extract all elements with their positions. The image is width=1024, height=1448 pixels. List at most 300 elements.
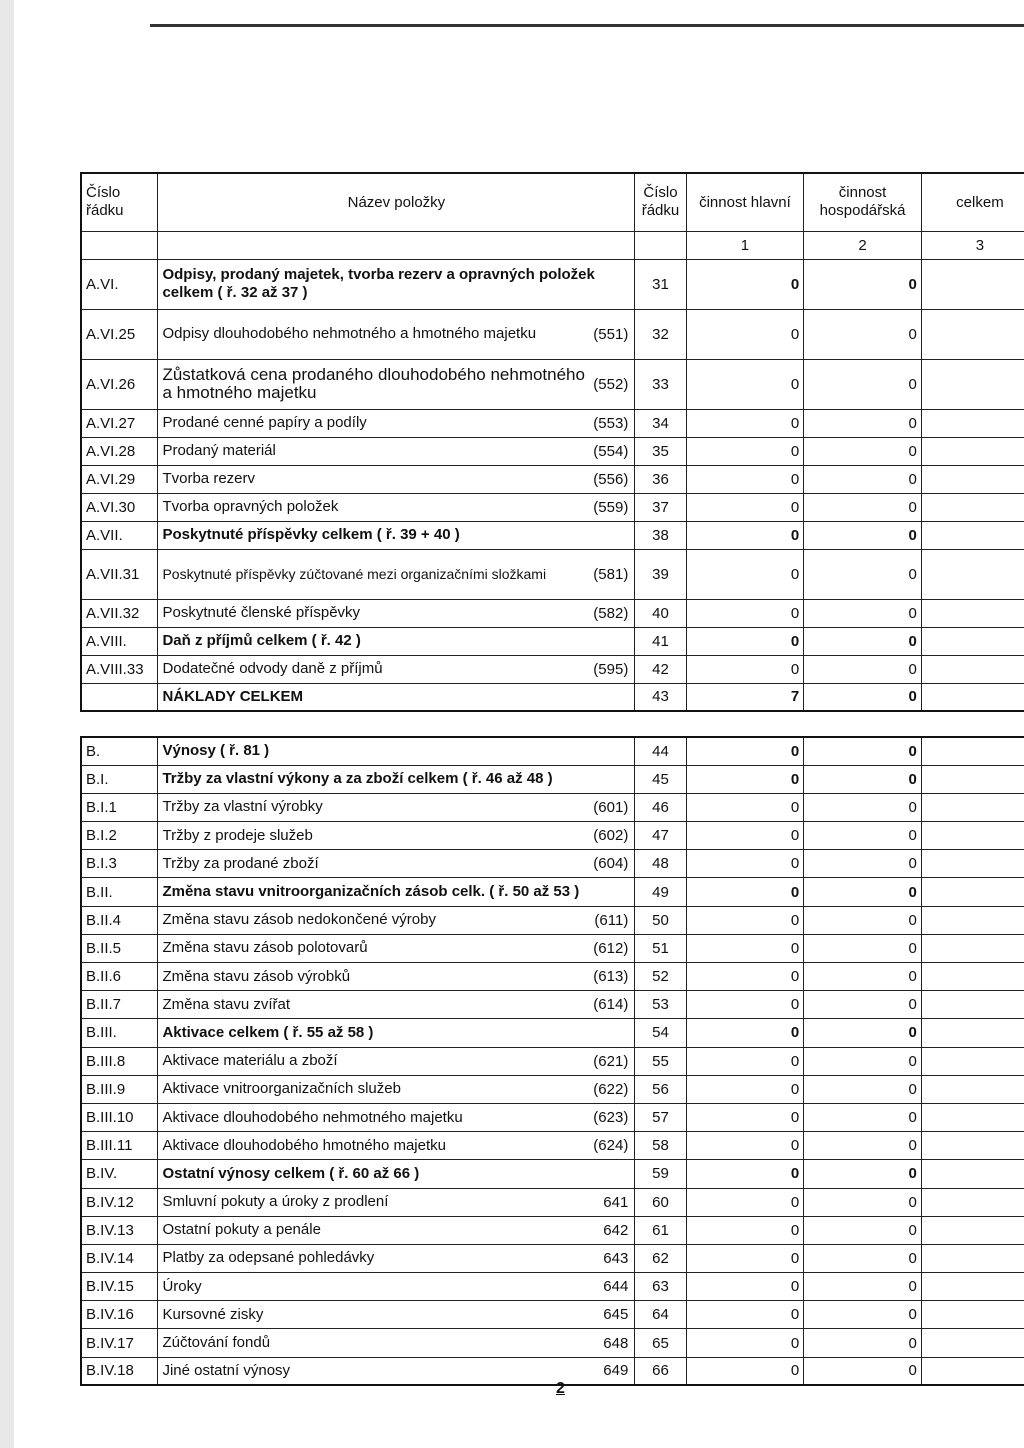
row-name	[158, 465, 635, 493]
row-account: (595)	[593, 660, 629, 678]
table-row	[81, 1103, 1024, 1131]
row-name	[158, 1244, 635, 1272]
row-value-total	[921, 465, 1024, 493]
row-number: 39	[635, 549, 686, 599]
header-main: činnost hlavní	[686, 173, 804, 231]
row-name	[158, 259, 635, 309]
row-name	[158, 906, 635, 934]
row-code: A.VIII.	[81, 627, 158, 655]
row-value-v2: 0	[804, 521, 922, 549]
row-label: Poskytnuté příspěvky celkem ( ř. 39 + 40 )	[162, 526, 460, 543]
row-value-v2: 0	[804, 1132, 922, 1160]
table-row	[81, 309, 1024, 359]
row-code: B.I.1	[81, 793, 158, 821]
table-row	[81, 549, 1024, 599]
row-code: A.VIII.33	[81, 655, 158, 683]
row-value-v1: 0	[686, 1132, 804, 1160]
table-row	[81, 1019, 1024, 1047]
row-value-total	[921, 683, 1024, 711]
row-code: B.III.	[81, 1019, 158, 1047]
row-value-v2: 0	[804, 409, 922, 437]
row-value-total	[921, 599, 1024, 627]
row-value-v1: 0	[686, 1357, 804, 1385]
row-label: Úroky	[162, 1277, 202, 1295]
row-value-v2: 0	[804, 1273, 922, 1301]
row-value-v2: 0	[804, 822, 922, 850]
table-row	[81, 359, 1024, 409]
row-value-total	[921, 1047, 1024, 1075]
row-name	[158, 1132, 635, 1160]
row-value-total	[921, 1160, 1024, 1188]
row-name	[158, 1301, 635, 1329]
row-number: 51	[635, 934, 686, 962]
row-value-total	[921, 627, 1024, 655]
row-account: (559)	[593, 498, 629, 516]
row-account: (611)	[594, 911, 629, 929]
row-label: Smluvní pokuty a úroky z prodlení	[162, 1193, 389, 1211]
row-value-v1: 0	[686, 963, 804, 991]
row-account: 641	[603, 1193, 629, 1211]
row-label: Poskytnuté příspěvky zúčtované mezi organizačními složkami	[162, 566, 547, 582]
row-label: Jiné ostatní výnosy	[162, 1361, 291, 1379]
row-code: B.I.3	[81, 850, 158, 878]
table-row	[81, 1329, 1024, 1357]
row-value-v2: 0	[804, 683, 922, 711]
table-row	[81, 655, 1024, 683]
row-value-v2: 0	[804, 878, 922, 906]
scan-edge	[0, 0, 14, 1448]
row-account: (552)	[593, 375, 629, 393]
subheader-econ: 2	[804, 231, 922, 259]
row-label: Změna stavu zásob výrobků	[162, 967, 351, 985]
row-number: 52	[635, 963, 686, 991]
row-account: (601)	[593, 798, 629, 816]
row-value-total	[921, 521, 1024, 549]
row-value-v2: 0	[804, 906, 922, 934]
header-total: celkem	[921, 173, 1024, 231]
costs-table	[80, 172, 1024, 712]
row-value-total	[921, 549, 1024, 599]
row-value-v1: 0	[686, 1103, 804, 1131]
row-value-v1: 0	[686, 878, 804, 906]
table-row	[81, 737, 1024, 765]
row-code: B.IV.15	[81, 1273, 158, 1301]
row-account: 648	[603, 1334, 629, 1352]
row-value-v1: 0	[686, 1188, 804, 1216]
table-row	[81, 1301, 1024, 1329]
row-number: 32	[635, 309, 686, 359]
row-value-v1: 0	[686, 793, 804, 821]
row-name	[158, 1160, 635, 1188]
row-name	[158, 878, 635, 906]
row-code: A.VI.26	[81, 359, 158, 409]
row-value-v2: 0	[804, 359, 922, 409]
row-account: 644	[603, 1278, 629, 1296]
row-value-v2: 0	[804, 1160, 922, 1188]
row-value-v2: 0	[804, 1103, 922, 1131]
row-label: Aktivace celkem ( ř. 55 až 58 )	[162, 1023, 374, 1041]
row-value-total	[921, 1273, 1024, 1301]
row-value-total	[921, 1301, 1024, 1329]
row-value-total	[921, 1329, 1024, 1357]
row-label: Tržby za prodané zboží	[162, 854, 319, 872]
row-value-v1: 0	[686, 437, 804, 465]
row-label: Odpisy, prodaný majetek, tvorba rezerv a opravných položek celkem ( ř. 32 až 37 )	[162, 266, 595, 301]
row-value-v1: 0	[686, 1329, 804, 1357]
row-account: (623)	[593, 1109, 629, 1127]
row-account: (612)	[593, 939, 629, 957]
row-account: (554)	[593, 442, 629, 460]
row-label: Změna stavu zvířat	[162, 995, 291, 1013]
row-value-total	[921, 1132, 1024, 1160]
row-value-total	[921, 493, 1024, 521]
row-name	[158, 1075, 635, 1103]
row-label: NÁKLADY CELKEM	[162, 687, 304, 705]
row-name	[158, 765, 635, 793]
row-value-v1: 0	[686, 1160, 804, 1188]
row-value-v1: 0	[686, 599, 804, 627]
row-value-v1: 0	[686, 549, 804, 599]
row-code: B.III.11	[81, 1132, 158, 1160]
header-row	[81, 173, 1024, 231]
row-number: 58	[635, 1132, 686, 1160]
table-row	[81, 906, 1024, 934]
row-account: (614)	[593, 996, 629, 1014]
row-account: (602)	[593, 827, 629, 845]
row-value-total	[921, 737, 1024, 765]
row-value-total	[921, 1357, 1024, 1385]
row-name	[158, 655, 635, 683]
row-value-v2: 0	[804, 259, 922, 309]
row-label: Tvorba rezerv	[162, 470, 255, 487]
row-value-v1: 0	[686, 765, 804, 793]
row-name	[158, 991, 635, 1019]
row-account: (551)	[593, 325, 629, 343]
row-value-total	[921, 409, 1024, 437]
table-row	[81, 878, 1024, 906]
row-label: Aktivace materiálu a zboží	[162, 1052, 338, 1070]
row-number: 37	[635, 493, 686, 521]
row-number: 47	[635, 822, 686, 850]
row-value-v2: 0	[804, 465, 922, 493]
subheader-main: 1	[686, 231, 804, 259]
row-value-total	[921, 822, 1024, 850]
row-number: 56	[635, 1075, 686, 1103]
row-name	[158, 1019, 635, 1047]
row-value-total	[921, 1188, 1024, 1216]
row-value-total	[921, 1019, 1024, 1047]
row-value-v1: 0	[686, 259, 804, 309]
row-value-v1: 0	[686, 655, 804, 683]
row-number: 53	[635, 991, 686, 1019]
row-number: 54	[635, 1019, 686, 1047]
row-value-total	[921, 359, 1024, 409]
row-account: 645	[603, 1306, 629, 1324]
table-row	[81, 934, 1024, 962]
row-value-v1: 0	[686, 409, 804, 437]
row-account: (622)	[593, 1080, 629, 1098]
row-name	[158, 521, 635, 549]
row-value-total	[921, 878, 1024, 906]
row-number: 33	[635, 359, 686, 409]
row-value-v1: 0	[686, 822, 804, 850]
row-value-v2: 0	[804, 934, 922, 962]
subheader-total: 3	[921, 231, 1024, 259]
row-code	[81, 683, 158, 711]
row-number: 44	[635, 737, 686, 765]
table-row	[81, 409, 1024, 437]
row-value-v2: 0	[804, 793, 922, 821]
row-label: Kursovné zisky	[162, 1305, 264, 1323]
row-value-v1: 0	[686, 627, 804, 655]
row-label: Tržby za vlastní výrobky	[162, 798, 323, 816]
row-value-v1: 0	[686, 465, 804, 493]
row-label: Poskytnuté členské příspěvky	[162, 604, 361, 621]
table-row	[81, 259, 1024, 309]
table-row	[81, 493, 1024, 521]
row-name	[158, 1329, 635, 1357]
row-name	[158, 822, 635, 850]
row-number: 41	[635, 627, 686, 655]
table-row	[81, 1188, 1024, 1216]
row-name	[158, 599, 635, 627]
row-code: B.IV.12	[81, 1188, 158, 1216]
row-number: 65	[635, 1329, 686, 1357]
row-code: B.IV.14	[81, 1244, 158, 1272]
table-row	[81, 1244, 1024, 1272]
row-number: 60	[635, 1188, 686, 1216]
row-value-v2: 0	[804, 1244, 922, 1272]
row-code: B.IV.16	[81, 1301, 158, 1329]
header-code: Číslo řádku	[81, 173, 158, 231]
table-row	[81, 963, 1024, 991]
row-code: B.I.2	[81, 822, 158, 850]
row-code: B.I.	[81, 765, 158, 793]
row-name	[158, 793, 635, 821]
row-number: 40	[635, 599, 686, 627]
row-name	[158, 737, 635, 765]
table-row	[81, 991, 1024, 1019]
row-label: Aktivace vnitroorganizačních služeb	[162, 1080, 401, 1098]
row-account: 649	[603, 1362, 629, 1380]
row-number: 48	[635, 850, 686, 878]
row-label: Změna stavu zásob polotovarů	[162, 939, 368, 957]
row-value-v1: 0	[686, 1216, 804, 1244]
row-label: Odpisy dlouhodobého nehmotného a hmotného majetku	[162, 325, 537, 342]
row-code: B.III.8	[81, 1047, 158, 1075]
row-code: A.VI.27	[81, 409, 158, 437]
row-value-v1: 0	[686, 737, 804, 765]
row-value-v2: 0	[804, 765, 922, 793]
row-code: A.VI.28	[81, 437, 158, 465]
row-code: B.II.4	[81, 906, 158, 934]
row-value-v2: 0	[804, 309, 922, 359]
row-account: (621)	[593, 1052, 629, 1070]
row-value-v1: 0	[686, 309, 804, 359]
row-value-total	[921, 437, 1024, 465]
row-code: A.VI.29	[81, 465, 158, 493]
row-code: B.	[81, 737, 158, 765]
row-number: 34	[635, 409, 686, 437]
row-value-v1: 0	[686, 934, 804, 962]
row-label: Tvorba opravných položek	[162, 498, 339, 515]
row-value-total	[921, 850, 1024, 878]
row-code: A.VII.31	[81, 549, 158, 599]
row-number: 38	[635, 521, 686, 549]
row-value-v2: 0	[804, 1047, 922, 1075]
table-row	[81, 1273, 1024, 1301]
row-value-v1: 0	[686, 1244, 804, 1272]
row-code: B.IV.	[81, 1160, 158, 1188]
row-value-v1: 0	[686, 521, 804, 549]
row-value-v2: 0	[804, 1216, 922, 1244]
row-number: 46	[635, 793, 686, 821]
row-number: 59	[635, 1160, 686, 1188]
row-value-total	[921, 765, 1024, 793]
row-value-total	[921, 259, 1024, 309]
row-number: 62	[635, 1244, 686, 1272]
row-number: 45	[635, 765, 686, 793]
row-account: (613)	[593, 968, 629, 986]
row-name	[158, 934, 635, 962]
row-value-total	[921, 991, 1024, 1019]
row-number: 31	[635, 259, 686, 309]
row-code: A.VI.30	[81, 493, 158, 521]
row-name	[158, 409, 635, 437]
row-label: Dodatečné odvody daně z příjmů	[162, 660, 383, 677]
table-row	[81, 599, 1024, 627]
header-econ: činnost hospodářská	[804, 173, 922, 231]
row-account: (556)	[593, 470, 629, 488]
row-value-v2: 0	[804, 627, 922, 655]
row-value-total	[921, 1244, 1024, 1272]
row-name	[158, 1273, 635, 1301]
row-code: B.II.6	[81, 963, 158, 991]
row-number: 55	[635, 1047, 686, 1075]
row-label: Zůstatková cena prodaného dlouhodobého nehmotného a hmotného majetku	[162, 365, 585, 402]
row-value-v2: 0	[804, 655, 922, 683]
row-label: Aktivace dlouhodobého hmotného majetku	[162, 1136, 446, 1154]
row-label: Aktivace dlouhodobého nehmotného majetku	[162, 1108, 463, 1126]
row-value-v2: 0	[804, 1188, 922, 1216]
row-name	[158, 1216, 635, 1244]
row-account: (582)	[593, 604, 629, 622]
row-value-total	[921, 793, 1024, 821]
row-number: 35	[635, 437, 686, 465]
row-name	[158, 683, 635, 711]
row-value-v1: 0	[686, 1047, 804, 1075]
row-value-v1: 0	[686, 1301, 804, 1329]
row-value-v2: 0	[804, 963, 922, 991]
page-number: 2	[556, 1380, 565, 1397]
row-code: A.VI.25	[81, 309, 158, 359]
row-value-v1: 0	[686, 906, 804, 934]
row-code: B.II.5	[81, 934, 158, 962]
table-row	[81, 1075, 1024, 1103]
row-code: B.II.	[81, 878, 158, 906]
row-value-v2: 0	[804, 1357, 922, 1385]
row-name	[158, 1188, 635, 1216]
table-row	[81, 1047, 1024, 1075]
row-value-v1: 0	[686, 493, 804, 521]
row-number: 36	[635, 465, 686, 493]
row-value-total	[921, 934, 1024, 962]
row-code: A.VII.	[81, 521, 158, 549]
row-name	[158, 1047, 635, 1075]
table-row	[81, 1160, 1024, 1188]
row-label: Daň z příjmů celkem ( ř. 42 )	[162, 632, 361, 649]
row-label: Prodaný materiál	[162, 442, 276, 459]
table-row	[81, 822, 1024, 850]
row-account: (604)	[593, 855, 629, 873]
table-row	[81, 1216, 1024, 1244]
row-value-v2: 0	[804, 991, 922, 1019]
row-value-total	[921, 655, 1024, 683]
row-name	[158, 627, 635, 655]
row-number: 49	[635, 878, 686, 906]
row-value-v1: 0	[686, 1019, 804, 1047]
row-account: (581)	[593, 565, 629, 583]
row-code: A.VI.	[81, 259, 158, 309]
row-label: Prodané cenné papíry a podíly	[162, 414, 367, 431]
row-name	[158, 850, 635, 878]
row-label: Změna stavu zásob nedokončené výroby	[162, 911, 436, 929]
row-name	[158, 549, 635, 599]
row-code: B.IV.18	[81, 1357, 158, 1385]
row-account: (553)	[593, 414, 629, 432]
row-value-v2: 0	[804, 1019, 922, 1047]
top-rule	[150, 24, 1024, 27]
table-row	[81, 793, 1024, 821]
table-row	[81, 465, 1024, 493]
row-number: 57	[635, 1103, 686, 1131]
table-row	[81, 1132, 1024, 1160]
row-number: 64	[635, 1301, 686, 1329]
row-number: 66	[635, 1357, 686, 1385]
row-name	[158, 1103, 635, 1131]
row-label: Zúčtování fondů	[162, 1334, 271, 1352]
row-value-v2: 0	[804, 1329, 922, 1357]
row-value-v1: 0	[686, 991, 804, 1019]
row-value-v1: 0	[686, 359, 804, 409]
row-value-total	[921, 309, 1024, 359]
header-name: Název položky	[158, 173, 635, 231]
row-code: B.II.7	[81, 991, 158, 1019]
table-row	[81, 521, 1024, 549]
table-row	[81, 765, 1024, 793]
row-number: 42	[635, 655, 686, 683]
revenues-body	[81, 737, 1024, 1385]
row-value-total	[921, 906, 1024, 934]
row-code: B.III.10	[81, 1103, 158, 1131]
row-value-v2: 0	[804, 850, 922, 878]
row-value-v1: 0	[686, 850, 804, 878]
row-value-v2: 0	[804, 437, 922, 465]
row-code: B.III.9	[81, 1075, 158, 1103]
subheader-row	[81, 231, 1024, 259]
row-label: Platby za odepsané pohledávky	[162, 1249, 375, 1267]
row-label: Ostatní výnosy celkem ( ř. 60 až 66 )	[162, 1164, 420, 1182]
row-value-total	[921, 963, 1024, 991]
row-value-total	[921, 1075, 1024, 1103]
row-value-v2: 0	[804, 737, 922, 765]
table-row	[81, 437, 1024, 465]
row-code: B.IV.17	[81, 1329, 158, 1357]
row-name	[158, 493, 635, 521]
row-account: 642	[603, 1221, 629, 1239]
row-code: B.IV.13	[81, 1216, 158, 1244]
row-name	[158, 963, 635, 991]
